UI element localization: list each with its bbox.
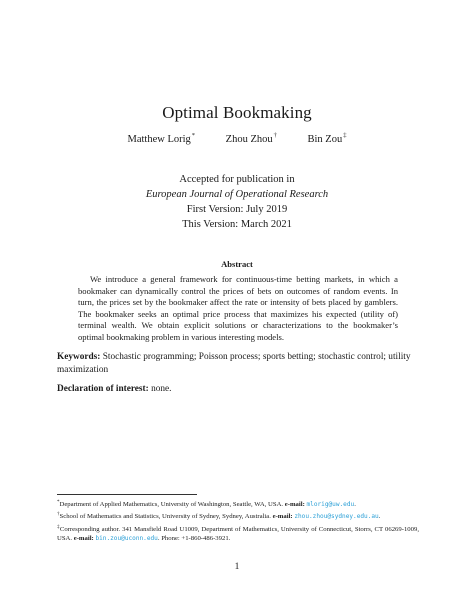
footnote-end: . — [354, 501, 356, 509]
author-zhou — [226, 134, 277, 145]
email-link-zhou[interactable]: zhou.zhou@sydney.edu.au — [294, 513, 379, 521]
email-link-zou[interactable]: bin.zou@uconn.edu — [95, 535, 158, 543]
author-zou — [308, 134, 347, 145]
page-number: 1 — [234, 562, 240, 572]
abstract-heading: Abstract — [221, 259, 253, 269]
author-list — [0, 132, 474, 145]
publication-info — [0, 172, 474, 232]
keywords-text: Stochastic programming; Poisson process; sports betting; stochastic control; utility maximization — [57, 352, 411, 375]
accepted-line: Accepted for publication in — [179, 174, 295, 185]
footnote-rule — [57, 494, 197, 495]
author-footnote-mark: * — [191, 132, 196, 139]
footnote-mark: ‡ — [57, 524, 60, 530]
footnote-text: School of Mathematics and Statistics, University of Sydney, Sydney, Australia. — [59, 513, 271, 521]
journal-name: European Journal of Operational Research — [145, 189, 329, 200]
footnotes — [57, 498, 419, 544]
footnote-text: Department of Applied Mathematics, University of Washington, Seattle, WA, USA. — [59, 501, 284, 509]
footnote-text: Corresponding author. 341 Mansfield Road U1009, Department of Mathematics, University of Connecticut, Storrs, CT 06269-1009, USA. — [57, 525, 419, 543]
footnote-zou — [57, 523, 419, 544]
footnote-mark: * — [57, 500, 60, 505]
author-lorig — [128, 134, 196, 145]
this-version-line: This Version: March 2021 — [182, 219, 292, 230]
author-name: Matthew Lorig — [127, 133, 191, 145]
footnote-mark: † — [57, 512, 60, 518]
author-footnote-mark: ‡ — [343, 132, 347, 139]
email-label: e-mail: — [73, 535, 94, 543]
author-name: Zhou Zhou — [225, 133, 273, 145]
email-label: e-mail: — [272, 513, 293, 521]
author-footnote-mark: † — [273, 132, 277, 139]
email-link-lorig[interactable]: mlorig@uw.edu — [306, 501, 355, 509]
footnote-end: . — [378, 513, 381, 521]
keywords-section — [57, 351, 419, 376]
declaration-section — [57, 383, 419, 396]
footnote-lorig — [57, 498, 419, 510]
paper-title: Optimal Bookmaking — [162, 103, 312, 122]
footnote-zhou — [57, 510, 419, 522]
declaration-label: Declaration of interest: — [57, 384, 149, 394]
email-label: e-mail: — [284, 501, 305, 509]
abstract-body: We introduce a general framework for continuous-time betting markets, in which a bookmaker can dynamically control the prices of bets on outcomes of random events. In turn, the prices set by the bookmaker affect the rate or intensity of bets placed by gamblers. The bookmaker seeks an optimal price process that maximizes his expected (utility of) terminal wealth. We obtain explicit solutions or characterizations to the bookmaker’s optimal bookmaking problem in various interesting models. — [78, 274, 398, 342]
keywords-label: Keywords: — [57, 352, 101, 362]
declaration-text: none. — [151, 384, 172, 394]
footnote-end: . Phone: +1-860-486-3921. — [157, 535, 231, 543]
first-version-line: First Version: July 2019 — [186, 204, 288, 215]
author-name: Bin Zou — [307, 133, 343, 145]
